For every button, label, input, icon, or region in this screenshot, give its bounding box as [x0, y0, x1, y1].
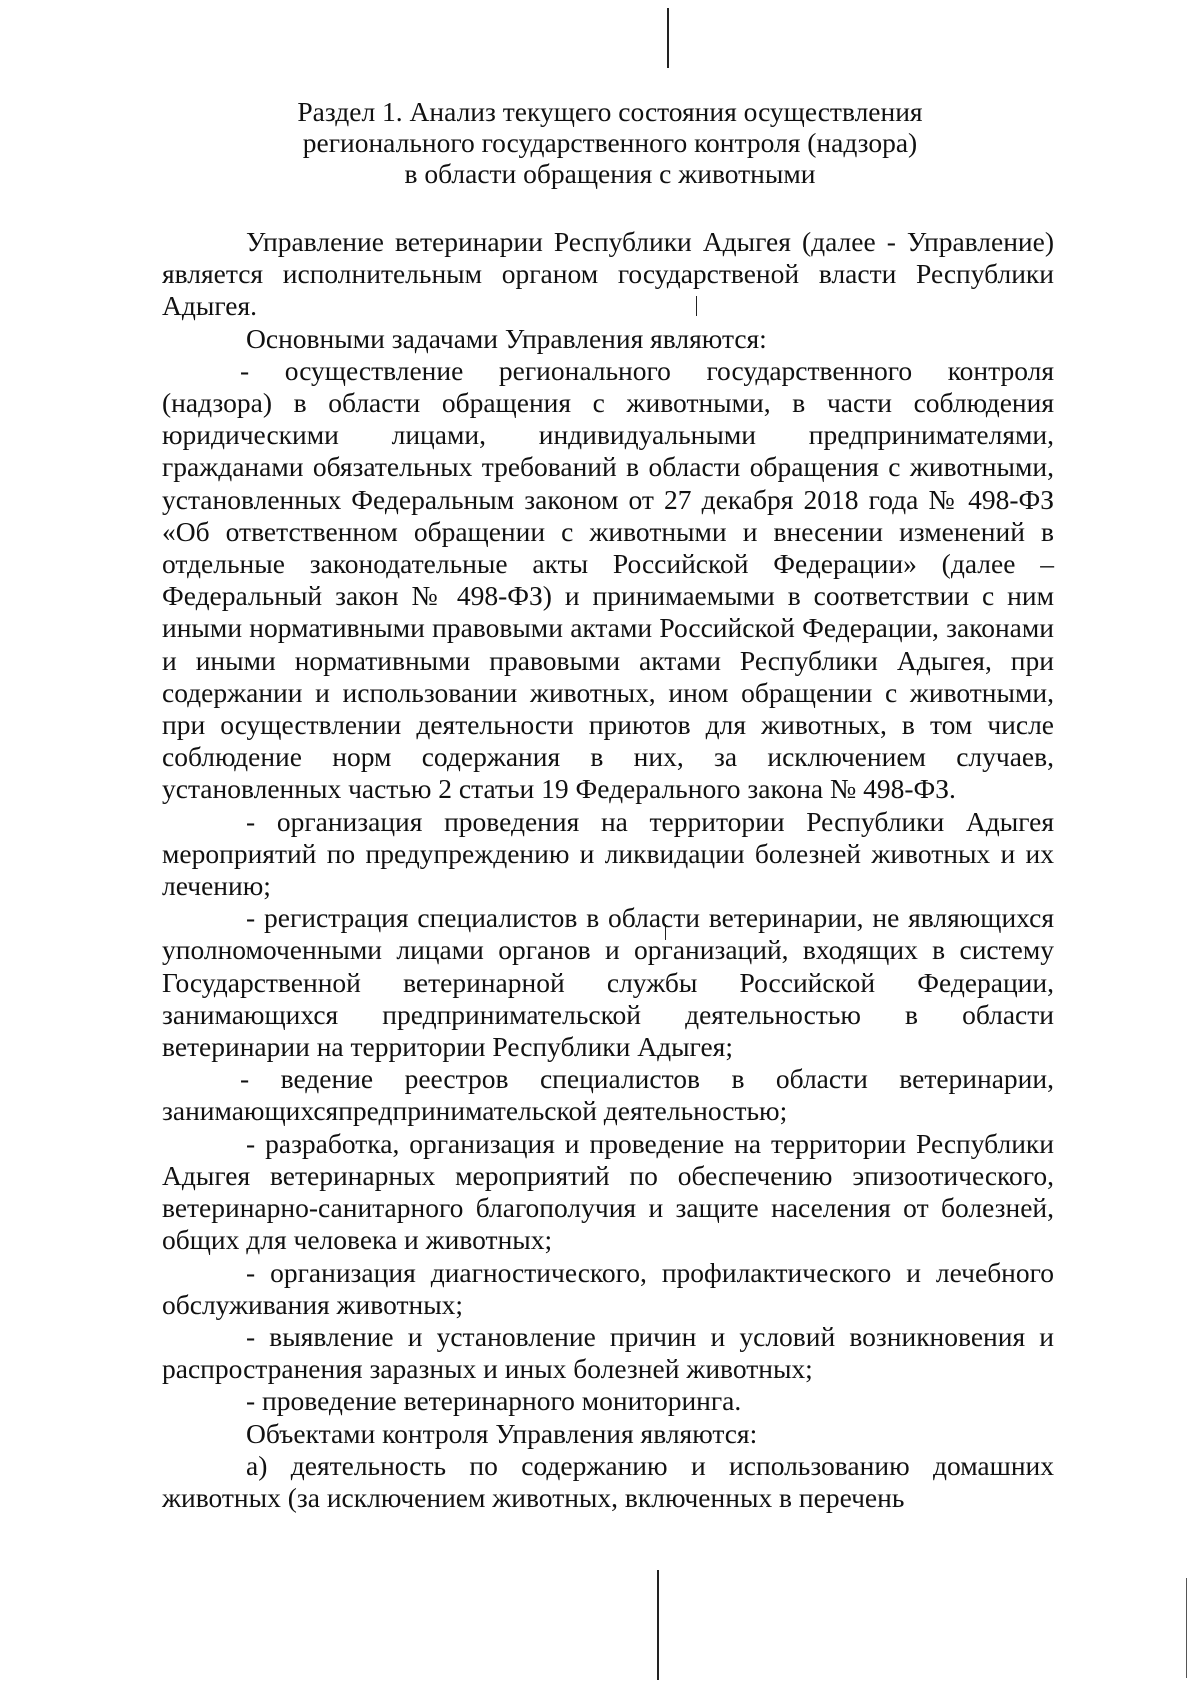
paragraph-task-registry: - ведение реестров специалистов в области ветеринарии, занимающихсяпредпринимательской деятельностью;	[162, 1063, 1054, 1127]
paragraph-tasks-heading: Основными задачами Управления являются:	[246, 322, 767, 354]
scan-mark-bottom	[657, 1570, 659, 1680]
heading-line-1: Раздел 1. Анализ текущего состояния осуществления	[297, 96, 923, 127]
paragraph-task-diagnostics: - организация диагностического, профилактического и лечебного обслуживания животных;	[162, 1256, 1054, 1320]
heading-line-3: в области обращения с животными	[404, 158, 816, 189]
paragraph-task-control: - осуществление регионального государственного контроля (надзора) в области обращения с животными, в части соблюдения юридическими лицами, индивидуальными предпринимателями, гражданами обязательных требований в области обращения с животными, установленных Федеральным законом от 27 декабря 2018 года № 498-ФЗ «Об ответственном обращении с животными и внесении изменений в отдельные законодательные акты Российской Федерации» (далее – Федеральный закон № 498-ФЗ) и принимаемыми в соответствии с ним иными нормативными правовыми актами Российской Федерации, законами и иными нормативными правовыми актами Республики Адыгея, при содержании и использовании животных, ином обращении с животными, при осуществлении деятельности приютов для животных, в том числе соблюдение норм содержания в них, за исключением случаев, установленных частью 2 статьи 19 Федерального закона № 498-ФЗ.	[162, 354, 1054, 805]
paragraph-intro: Управление ветеринарии Республики Адыгея (далее - Управление) является исполнительным органом государственой власти Республики Адыгея.	[162, 226, 1054, 322]
section-heading	[160, 96, 1060, 189]
document-body	[162, 226, 1054, 1514]
paragraph-task-detection: - выявление и установление причин и условий возникновения и распространения заразных и иных болезней животных;	[162, 1320, 1054, 1385]
paragraph-task-prevention: - организация проведения на территории Республики Адыгея мероприятий по предупреждению и ликвидации болезней животных и их лечению;	[162, 805, 1054, 902]
paragraph-task-registration: - регистрация специалистов в области ветеринарии, не являющихся уполномоченными лицами органов и организаций, входящих в систему Государственной ветеринарной службы Российской Федерации, занимающихся предпринимательской деятельностью в области ветеринарии на территории Республики Адыгея;	[162, 902, 1054, 1063]
scan-mark-top	[667, 8, 669, 68]
heading-line-2: регионального государственного контроля (надзора)	[302, 127, 918, 158]
paragraph-task-monitoring: - проведение ветеринарного мониторинга.	[246, 1385, 742, 1417]
paragraph-task-development: - разработка, организация и проведение на территории Республики Адыгея ветеринарных мероприятий по обеспечению эпизоотического, ветеринарно-санитарного благополучия и защите населения от болезней, общих для человека и животных;	[162, 1127, 1054, 1256]
paragraph-object-a: а) деятельность по содержанию и использованию домашних животных (за исключением животных, включенных в перечень	[162, 1449, 1054, 1513]
paragraph-objects-heading: Объектами контроля Управления являются:	[246, 1417, 758, 1449]
scan-mark-right-edge	[1186, 1578, 1187, 1678]
